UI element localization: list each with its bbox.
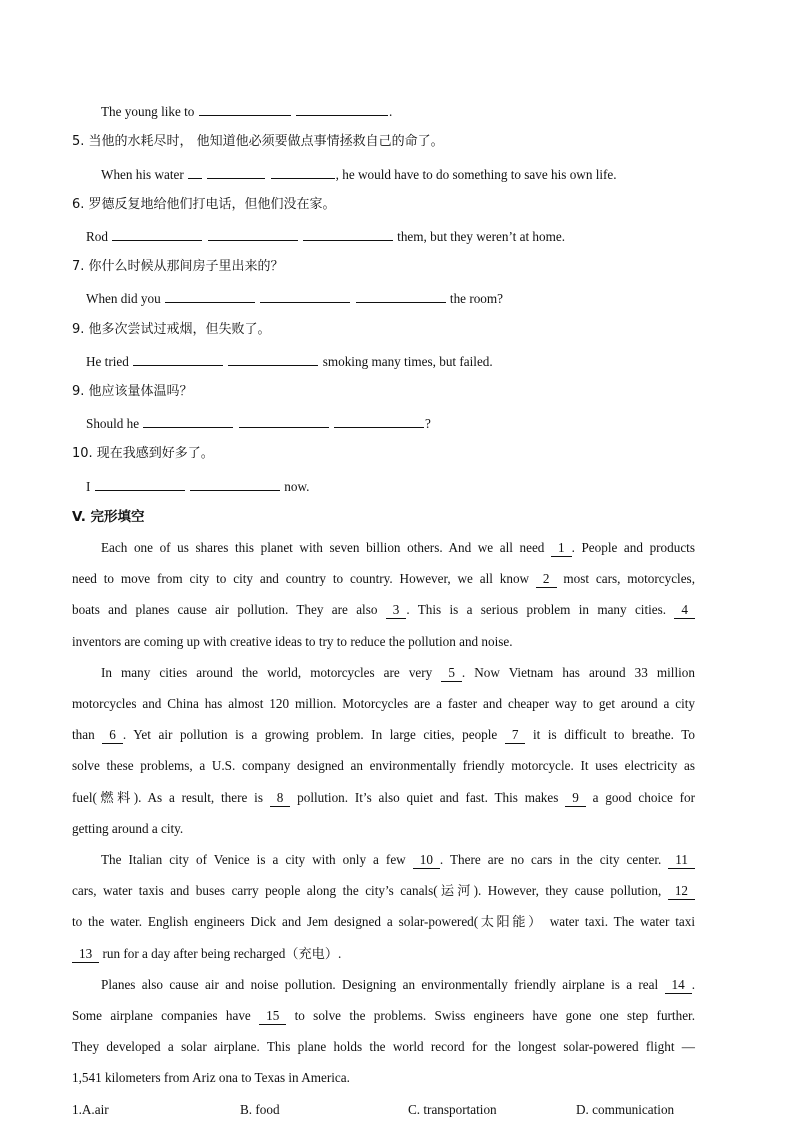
answer-blank[interactable] xyxy=(207,166,265,179)
blank-3[interactable]: 3 xyxy=(386,602,407,619)
translation-line-4-english: The young like to . xyxy=(101,104,393,119)
blank-10[interactable]: 10 xyxy=(413,852,440,869)
answer-blank[interactable] xyxy=(95,478,185,491)
blank-14[interactable]: 14 xyxy=(665,977,692,994)
cloze-line: need to move from city to city and country to country. However, we all know 2 most cars, motorcycles, xyxy=(72,571,695,586)
translation-line-8-english: He tried smoking many times, but failed. xyxy=(86,354,493,369)
blank-13[interactable]: 13 xyxy=(72,946,99,963)
answer-blank[interactable] xyxy=(356,290,446,303)
answer-blank[interactable] xyxy=(271,166,335,179)
question-6-chinese: 6. 罗德反复地给他们打电话，但他们没在家。 xyxy=(72,197,336,212)
cloze-line: Planes also cause air and noise pollution. Designing an environmentally friendly airplane is a real 14 . xyxy=(101,977,695,992)
cloze-line: 1,541 kilometers from Ariz ona to Texas in America. xyxy=(72,1070,350,1085)
option-c[interactable]: C. transportation xyxy=(408,1102,497,1117)
blank-12[interactable]: 12 xyxy=(668,883,695,900)
answer-blank[interactable] xyxy=(199,103,291,116)
blank-6[interactable]: 6 xyxy=(102,727,123,744)
cloze-line: inventors are coming up with creative ideas to try to reduce the pollution and noise. xyxy=(72,634,513,649)
blank-8[interactable]: 8 xyxy=(270,790,291,807)
answer-blank[interactable] xyxy=(228,353,318,366)
blank-15[interactable]: 15 xyxy=(259,1008,286,1025)
cloze-line: solve these problems, a U.S. company designed an environmentally friendly motorcycle. It uses electricity as xyxy=(72,758,695,773)
translation-line-10-english: I now. xyxy=(86,479,310,494)
cloze-line: than 6 . Yet air pollution is a growing problem. In large cities, people 7 it is difficult to breathe. To xyxy=(72,727,695,742)
blank-9[interactable]: 9 xyxy=(565,790,586,807)
answer-blank[interactable] xyxy=(143,415,233,428)
cloze-line: Each one of us shares this planet with seven billion others. And we all need 1 . People and products xyxy=(101,540,695,555)
translation-line-5-english: When his water , he would have to do something to save his own life. xyxy=(101,167,617,182)
question-9-chinese: 9. 他应该量体温吗？ xyxy=(72,384,193,399)
cloze-line: They developed a solar airplane. This plane holds the world record for the longest solar-powered flight — xyxy=(72,1039,695,1054)
blank-2[interactable]: 2 xyxy=(536,571,557,588)
answer-blank[interactable] xyxy=(208,228,298,241)
cloze-line: getting around a city. xyxy=(72,821,184,836)
blank-4[interactable]: 4 xyxy=(674,602,695,619)
cloze-line: cars, water taxis and buses carry people along the city’s canals(运河). However, they cause pollution, 12 xyxy=(72,883,695,900)
translation-line-6-english: Rod them, but they weren’t at home. xyxy=(86,229,566,244)
blank-11[interactable]: 11 xyxy=(668,852,695,869)
cloze-line: to the water. English engineers Dick and Jem designed a solar-powered(太阳能） water taxi. The water taxi xyxy=(72,914,695,929)
answer-blank[interactable] xyxy=(188,166,202,179)
answer-blank[interactable] xyxy=(133,353,223,366)
cloze-line: In many cities around the world, motorcycles are very 5 . Now Vietnam has around 33 million xyxy=(101,665,695,680)
question-7-chinese: 7. 你什么时候从那间房子里出来的？ xyxy=(72,259,284,274)
question-1-number-and-option-a[interactable]: 1.A.air xyxy=(72,1102,109,1117)
answer-blank[interactable] xyxy=(112,228,202,241)
section-title: V. 完形填空 xyxy=(72,509,145,525)
answer-blank[interactable] xyxy=(190,478,280,491)
cloze-line: fuel(燃料). As a result, there is 8 pollution. It’s also quiet and fast. This makes 9 a good choice for xyxy=(72,790,695,805)
cloze-line: motorcycles and China has almost 120 million. Motorcycles are a faster and cheaper way to get around a city xyxy=(72,696,695,711)
answer-blank[interactable] xyxy=(165,290,255,303)
answer-blank[interactable] xyxy=(296,103,388,116)
translation-line-9-english: Should he ? xyxy=(86,416,431,431)
cloze-line: Some airplane companies have 15 to solve the problems. Swiss engineers have gone one step further. xyxy=(72,1008,696,1023)
blank-1[interactable]: 1 xyxy=(551,540,572,557)
blank-5[interactable]: 5 xyxy=(441,665,462,682)
answer-blank[interactable] xyxy=(260,290,350,303)
answer-blank[interactable] xyxy=(334,415,424,428)
question-8-chinese: 9. 他多次尝试过戒烟，但失败了。 xyxy=(72,322,271,337)
cloze-line: 13 run for a day after being recharged（充电）. xyxy=(72,946,341,963)
translation-line-7-english: When did you the room? xyxy=(86,291,504,306)
answer-blank[interactable] xyxy=(303,228,393,241)
answer-blank[interactable] xyxy=(239,415,329,428)
option-b[interactable]: B. food xyxy=(240,1102,280,1117)
blank-7[interactable]: 7 xyxy=(505,727,526,744)
cloze-line: boats and planes cause air pollution. They are also 3 . This is a serious problem in many cities. 4 xyxy=(72,602,695,619)
question-10-chinese: 10. 现在我感到好多了。 xyxy=(72,446,214,461)
question-5-chinese: 5. 当他的水耗尽时， 他知道他必须要做点事情拯救自己的命了。 xyxy=(72,134,444,149)
option-d[interactable]: D. communication xyxy=(576,1102,675,1117)
cloze-line: The Italian city of Venice is a city with only a few 10 . There are no cars in the city center. 11 xyxy=(101,852,695,869)
